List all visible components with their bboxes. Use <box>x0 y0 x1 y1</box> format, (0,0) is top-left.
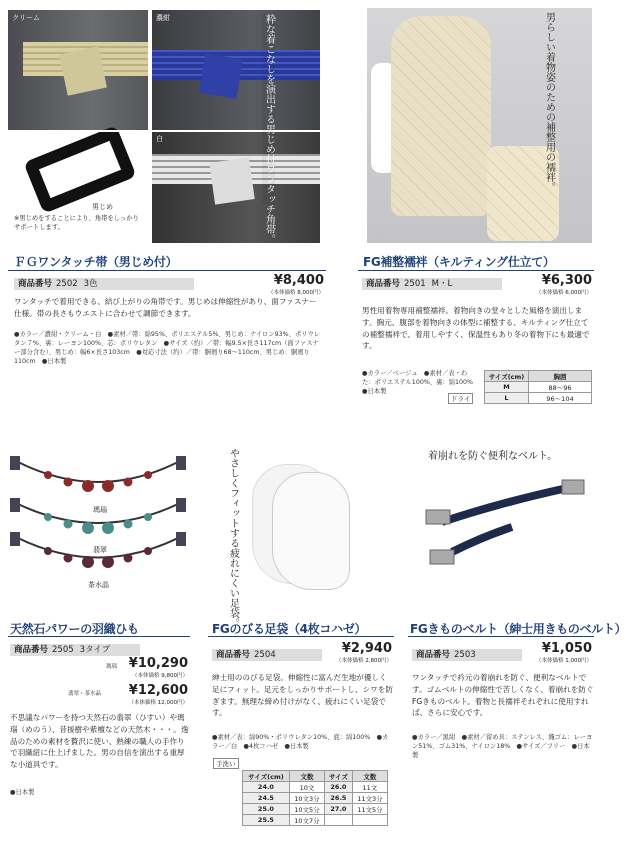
haori-code-box: 商品番号 2505 3タイプ <box>10 644 140 656</box>
juban-caption: 男らしい着物姿のための補整用の襦袢。 <box>543 12 555 192</box>
juban-description: 男性用着物専用補整襦袢。着物向きの堂々とした風格を演出します。胸元、腹部を着物向きの体型に補整する、キルティング仕立ての補整襦袢で、着用しやすく、保温性もあり冬の着物下にも最適です。 <box>362 306 590 351</box>
obi-white-panel <box>152 132 320 243</box>
table-row: L 96〜104 <box>485 393 592 404</box>
dry-badge: ドライ <box>448 393 473 404</box>
otokojime-belt <box>23 125 136 213</box>
table-row: 25.5 10文7分 <box>243 815 388 826</box>
haori-description: 不思議なパワーを持つ天然石の翡翠（ひすい）や瑪瑙（めのう）、昔援樹や紫檀などの天然木・・・。逸品のための素材を贅沢に使い、熟練の職人の手作りで羽織紐に仕上げました。男の自信を演出する重厚な小道具です。 <box>10 713 189 770</box>
tabi-price-note: （本体価格 2,800円） <box>336 658 392 664</box>
kimono-belt-svg <box>412 442 594 602</box>
juban-title: FG補整襦袢（キルティング仕立て） <box>363 255 555 269</box>
tabi-spec: ●素材／表：綿90%・ポリウレタン10%、底：綿100% ●カラー／白 ●4枚コハゼ ●日本製 <box>212 734 389 751</box>
tabi-description: 紳士用ののびる足袋。伸縮性に富んだ生地が優しく足にフィット。足元をしっかりサポートし、シワを防ぎます。無理な締め付けがなく、疲れにくい足袋です。 <box>212 673 393 718</box>
obi-navy-panel <box>152 10 320 132</box>
belt-photo <box>412 442 594 602</box>
tabi-caption: やさしくフィットする疲れにくい足袋。 <box>227 448 239 628</box>
haori-price1: ¥10,290 <box>128 656 188 671</box>
tabi-price: ¥2,940 <box>341 641 392 656</box>
haori-price1-note: （本体価格 9,800円） <box>132 673 188 679</box>
belt-code: 2503 <box>454 650 476 660</box>
label-menou: 瑪瑙 <box>93 506 107 514</box>
table-row: M 88〜96 <box>485 382 592 393</box>
haori-price2-label: 翡翠・茶水晶 <box>68 691 102 697</box>
obi-price-note: （本体価格 8,000円） <box>268 290 324 296</box>
label-hisui: 翡翠 <box>93 546 107 554</box>
obi-description: ワンタッチで着用できる、結び上がりの角帯です。男じめは伸縮性があり、面ファスナー仕様。帯の長さもウエストに合わせて調節できます。 <box>14 297 317 318</box>
obi-note: ※男じめをすることにより、角帯をしっかりサポートします。 <box>14 214 142 232</box>
label-cream: クリーム <box>12 14 40 22</box>
haori-title: 天然石パワーの羽織ひも <box>10 622 139 636</box>
label-chasuisho: 茶水晶 <box>88 581 109 589</box>
hand-wash-badge: 手洗い <box>213 758 239 769</box>
juban-spec: ●カラー／ベージュ ●素材／表・わた：ポリエステル100%、裏：綿100% ●日本製 <box>362 370 480 396</box>
belt-price: ¥1,050 <box>541 641 592 656</box>
table-header: サイズ(cm) 文数 サイズ 文数 <box>243 771 388 782</box>
belt-description: ワンタッチで衿元の着崩れを防ぐ、便利なベルトです。ゴムベルトの伸縮性で苦しくなく、着崩れを防ぐFGきものベルト。着物と長襦袢それぞれに使用すれば、さらに安心です。 <box>412 673 594 718</box>
table-row: 24.0 10文 26.0 11文 <box>243 782 388 793</box>
tabi-title: FGのびる足袋（4枚コハゼ） <box>212 622 367 636</box>
juban-photo <box>367 8 592 243</box>
table-header: サイズ(cm) 胸囲 <box>485 371 592 382</box>
table-row: 24.5 10文3分 26.5 11文3分 <box>243 793 388 804</box>
juban-price-note: （本体価格 6,000円） <box>536 290 592 296</box>
belt-price-note: （本体価格 1,000円） <box>536 658 592 664</box>
obi-code-box: 商品番号 2502 3色 <box>14 278 194 290</box>
tabi-code-box: 商品番号 2504 <box>212 649 322 661</box>
juban-size-table <box>484 370 592 404</box>
haori-spec: ●日本製 <box>10 789 35 796</box>
haori-price1-label: 瑪瑙 <box>106 664 118 670</box>
juban-code: 2501 <box>404 279 426 289</box>
juban-code-box: 商品番号 2501 M・L <box>362 278 502 290</box>
haori-photo <box>8 442 188 592</box>
haori-himo-svg <box>8 442 188 592</box>
tabi-sock-front <box>272 472 350 590</box>
belt-caption: 着崩れを防ぐ便利なベルト。 <box>428 451 558 462</box>
tabi-code: 2504 <box>254 650 276 660</box>
quilted-vest <box>391 16 491 216</box>
obi-price: ¥8,400 <box>273 273 324 288</box>
tabi-size-table <box>242 770 388 826</box>
haori-code: 2505 <box>52 645 74 655</box>
label-navy: 濃紺 <box>156 14 170 22</box>
haori-price2: ¥12,600 <box>128 683 188 698</box>
belt-title: FGきものベルト（紳士用きものベルト） <box>410 622 626 636</box>
obi-spec: ●カラー／濃紺・クリーム・白 ●素材／帯：綿95%、ポリエステル5%、男じめ：ナイロン93%、ポリウレタン７%、裏：レーヨン100%、芯：ポリウレタン ●サイズ（約）／帯：幅9.5×長さ117cm（面ファスナー部分含む）、男じめ：幅6×長さ103cm ●対応寸法（約）／帯：胴廻り68〜110cm、男じめ：胴廻り110cm ●日本製 <box>14 331 321 366</box>
table-row: 25.0 10文5分 27.0 11文5分 <box>243 804 388 815</box>
belt-spec: ●カラー／黒紺 ●素材／留め具：ステンレス、織ゴム：レーヨン51%、ゴム31%、ナイロン18% ●サイズ／フリー ●日本製 <box>412 734 593 760</box>
label-otokojime: 男じめ <box>92 203 113 211</box>
haori-price2-note: （本体価格 12,000円） <box>128 700 188 706</box>
juban-price: ¥6,300 <box>541 273 592 288</box>
label-white: 白 <box>156 135 163 143</box>
belt-code-box: 商品番号 2503 <box>412 649 522 661</box>
obi-cream-panel <box>8 10 148 132</box>
obi-caption: 粋な着こなしを演出する男じめ付ワンタッチ角帯。 <box>263 14 275 244</box>
obi-title: ＦＧワンタッチ帯（男じめ付） <box>14 255 178 269</box>
obi-code: 2502 <box>56 279 78 289</box>
